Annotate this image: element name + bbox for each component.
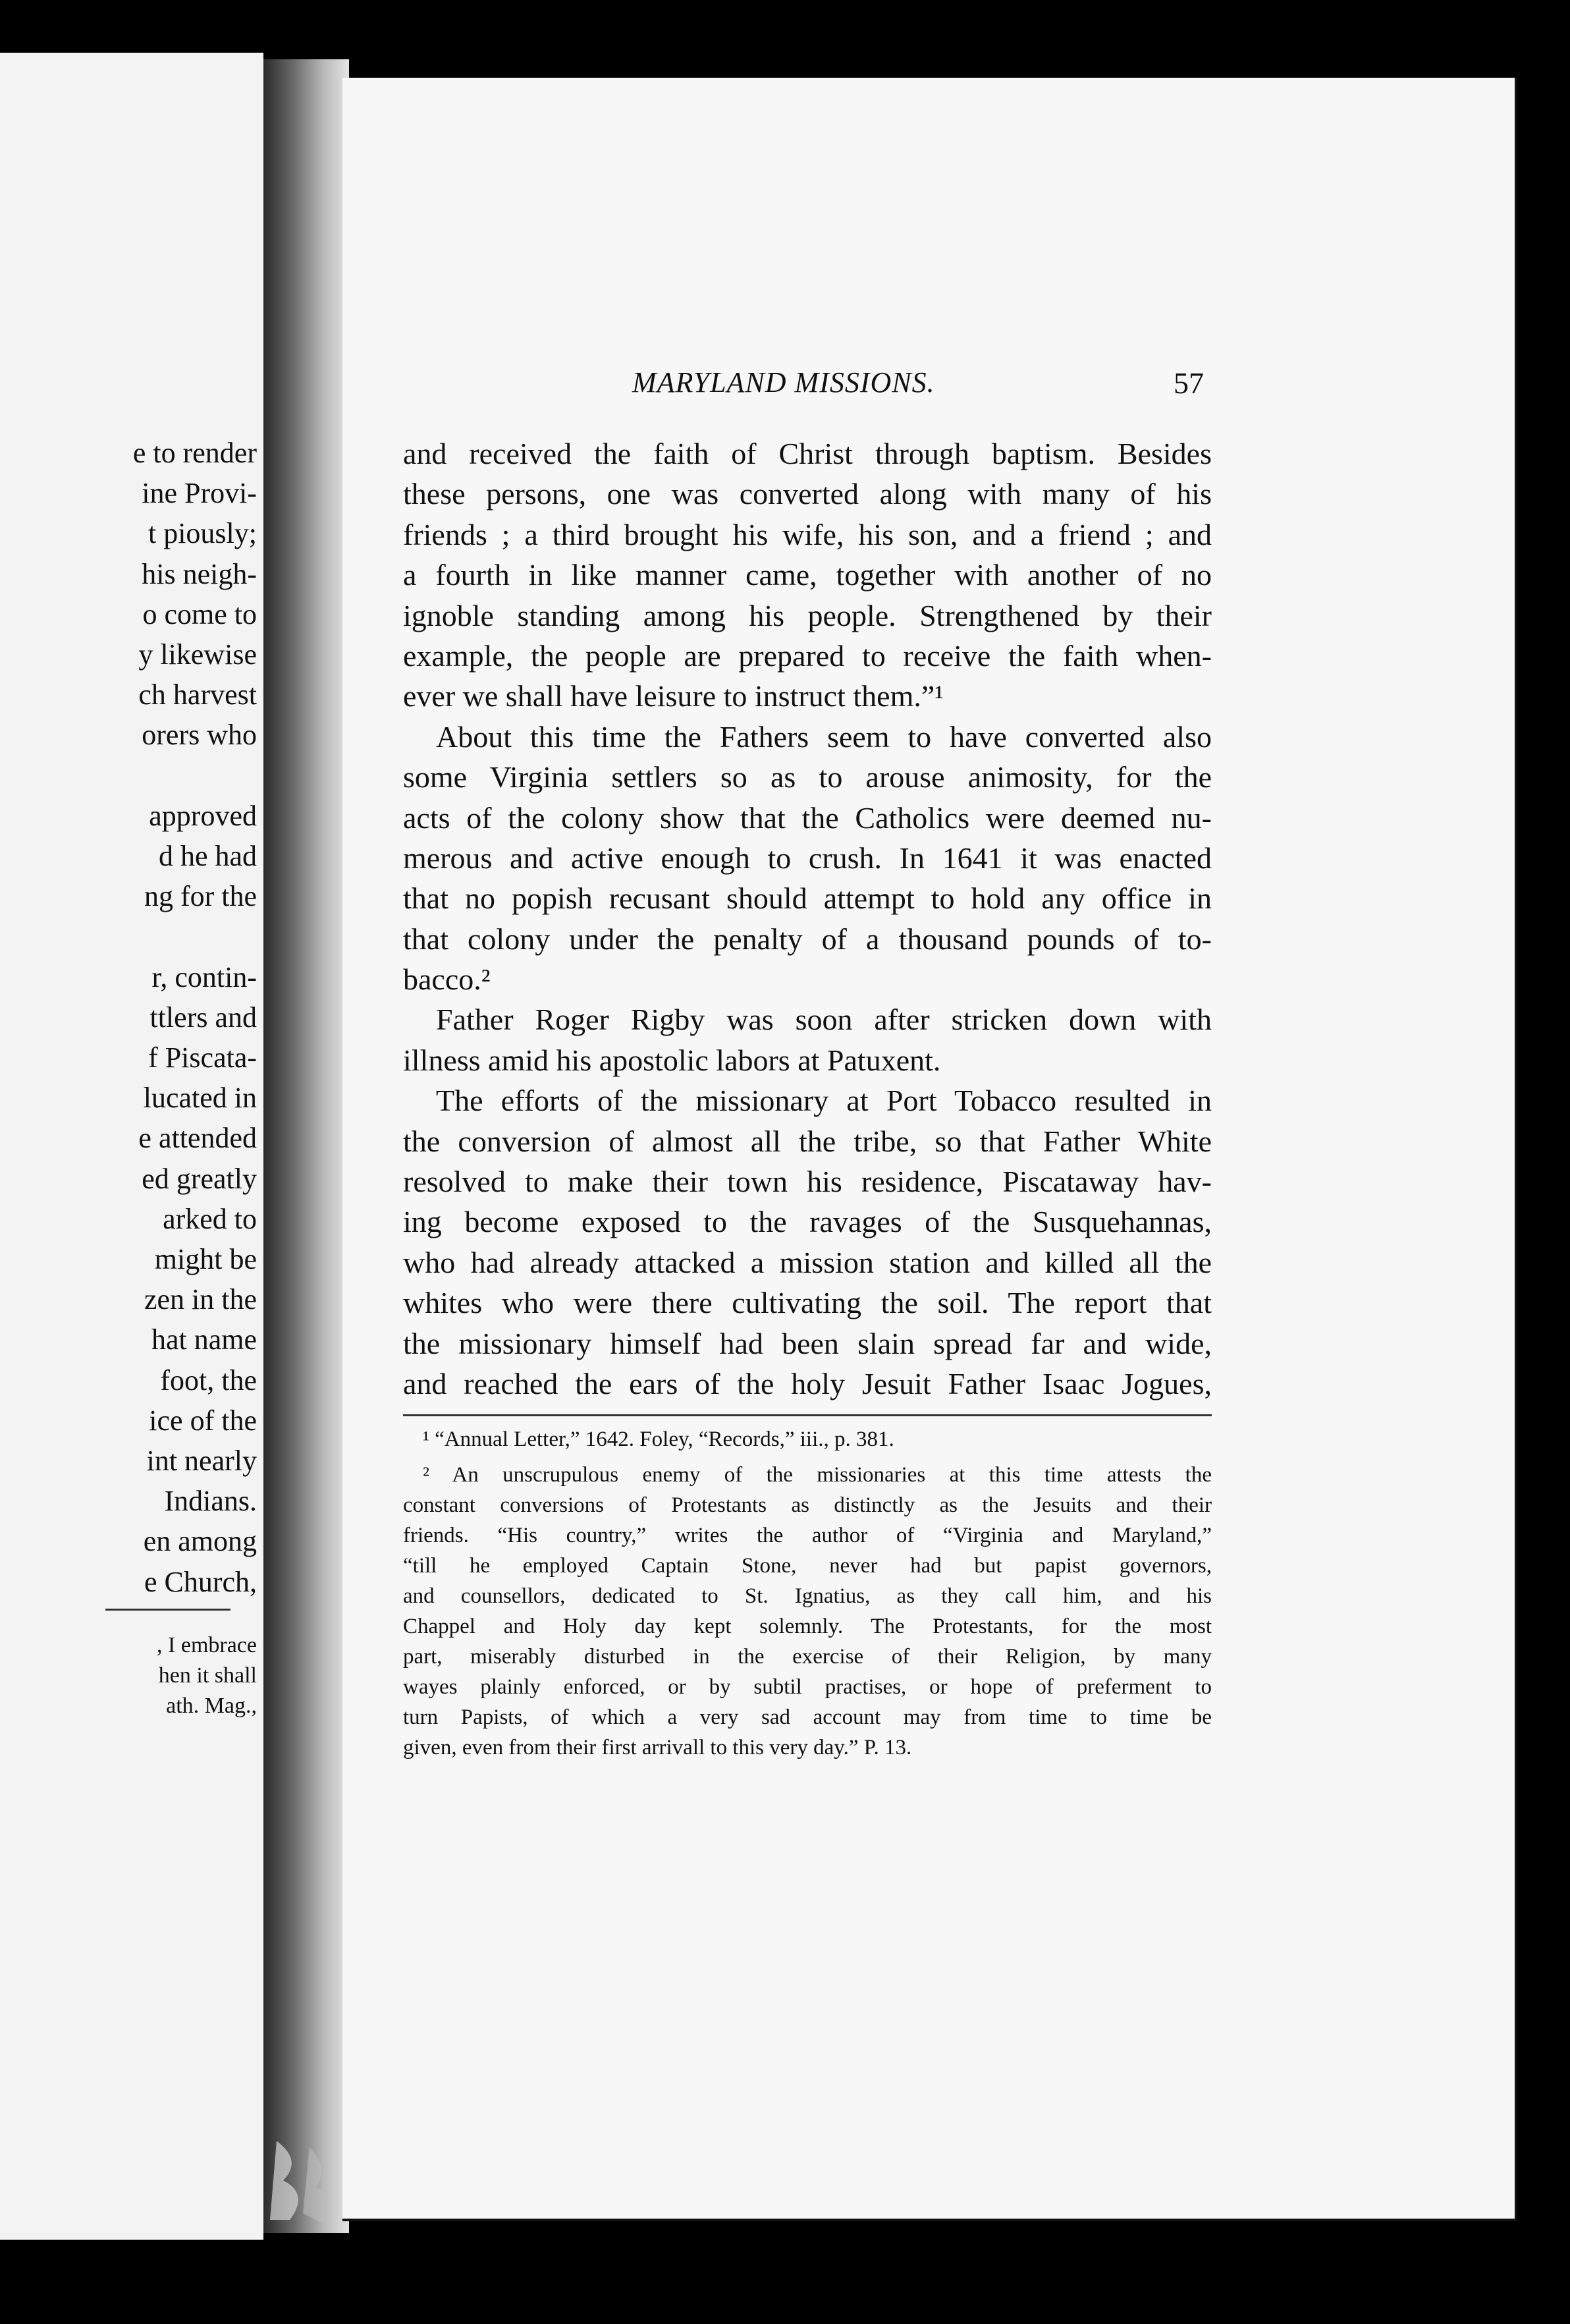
body-line: merous and active enough to crush. In 1641 it was enacted <box>403 841 1212 875</box>
facing-page-line: ch harvest <box>138 678 257 711</box>
body-line: and reached the ears of the holy Jesuit Father Isaac Jogues, <box>403 1366 1212 1400</box>
facing-page-line: orers who <box>142 719 257 752</box>
body-line: The efforts of the missionary at Port Tobacco resulted in <box>436 1084 1212 1118</box>
facing-page-line: e Church, <box>144 1565 257 1598</box>
facing-page-line: f Piscata- <box>148 1041 257 1074</box>
footnote-line: turn Papists, of which a very sad account may from time to time be <box>403 1705 1212 1729</box>
facing-page-line: might be <box>154 1243 257 1275</box>
footnote-rule <box>403 1414 1212 1416</box>
facing-page-note-line: , I embrace <box>157 1633 257 1657</box>
facing-page-line: his neigh- <box>142 557 257 590</box>
page-damage-marks <box>263 2134 349 2227</box>
body-line: that no popish recusant should attempt to hold any office in <box>403 881 1212 916</box>
facing-page-line: e attended <box>138 1122 257 1155</box>
footnote-line: friends. “His country,” writes the author of “Virginia and Maryland,” <box>403 1524 1212 1547</box>
facing-page-line: int nearly <box>146 1445 257 1477</box>
body-line: resolved to make their town his residence, Piscataway hav- <box>403 1165 1212 1199</box>
body-line: About this time the Fathers seem to have converted also <box>436 719 1212 754</box>
body-line: some Virginia settlers so as to arouse animosity, for the <box>403 760 1212 794</box>
body-line: bacco.² <box>403 962 491 997</box>
body-line: ignoble standing among his people. Strengthened by their <box>403 598 1212 632</box>
facing-page-line: ed greatly <box>142 1162 257 1195</box>
running-head: MARYLAND MISSIONS. <box>632 366 935 399</box>
facing-page-line: e to render <box>132 437 257 469</box>
facing-page-line: hat name <box>151 1323 257 1356</box>
footnote-line: and counsellors, dedicated to St. Ignatius, as they call him, and his <box>403 1584 1212 1608</box>
facing-page-line: r, contin- <box>151 960 257 993</box>
footnote-line: given, even from their first arrivall to this very day.” P. 13. <box>403 1736 912 1759</box>
facing-page-line: ng for the <box>144 880 257 913</box>
body-line: Father Roger Rigby was soon after stricken down with <box>436 1003 1212 1037</box>
footnote-line: ² An unscrupulous enemy of the missionaries at this time attests the <box>423 1463 1212 1487</box>
facing-page-line: ine Provi- <box>142 477 257 510</box>
body-line: that colony under the penalty of a thousand pounds of to- <box>403 922 1212 956</box>
facing-page-rule <box>105 1609 230 1611</box>
body-line: example, the people are prepared to receive the faith when- <box>403 638 1212 673</box>
facing-page-line: en among <box>143 1525 257 1558</box>
facing-page-line: y likewise <box>138 638 257 671</box>
body-line: whites who were there cultivating the soil. The report that <box>403 1286 1212 1320</box>
footnotes <box>403 1424 1212 1763</box>
facing-page-line: t piously; <box>148 517 257 550</box>
footnote-1: ¹ “Annual Letter,” 1642. Foley, “Records,” iii., p. 381. <box>423 1427 894 1451</box>
body-line: acts of the colony show that the Catholics were deemed nu- <box>403 800 1212 835</box>
body-line: and received the faith of Christ through baptism. Besides <box>403 437 1212 470</box>
facing-page-note-line: hen it shall <box>158 1663 257 1688</box>
body-line: these persons, one was converted along with many of his <box>403 477 1212 511</box>
facing-page-line: zen in the <box>144 1283 257 1316</box>
body-line: the conversion of almost all the tribe, so that Father White <box>403 1124 1212 1158</box>
facing-page-note-line: ath. Mag., <box>166 1694 257 1718</box>
facing-page-line: lucated in <box>143 1082 257 1115</box>
page-number: 57 <box>1174 366 1204 400</box>
footnote-line: constant conversions of Protestants as distinctly as the Jesuits and their <box>403 1493 1212 1517</box>
body-line: the missionary himself had been slain spread far and wide, <box>403 1326 1212 1360</box>
facing-page-line: ttlers and <box>149 1001 257 1034</box>
footnote-line: Chappel and Holy day kept solemnly. The Protestants, for the most <box>403 1615 1212 1638</box>
facing-page-line: d he had <box>158 840 257 872</box>
body-line: ever we shall have leisure to instruct them.”¹ <box>403 679 944 713</box>
facing-page-line: approved <box>149 799 257 832</box>
body-line: illness amid his apostolic labors at Patuxent. <box>403 1043 941 1077</box>
facing-page-line: arked to <box>163 1202 257 1235</box>
body-text <box>403 433 1212 1404</box>
facing-page-line: Indians. <box>164 1485 257 1518</box>
footnote-line: wayes plainly enforced, or by subtil practises, or hope of preferment to <box>403 1675 1212 1699</box>
body-line: a fourth in like manner came, together with another of no <box>403 558 1212 592</box>
footnote-line: part, miserably disturbed in the exercise of their Religion, by many <box>403 1645 1212 1669</box>
facing-page-line: foot, the <box>160 1364 257 1397</box>
facing-page-line: o come to <box>142 597 257 630</box>
footnote-line: “till he employed Captain Stone, never had but papist governors, <box>403 1554 1212 1578</box>
body-line: friends ; a third brought his wife, his son, and a friend ; and <box>403 517 1212 551</box>
body-line: ing become exposed to the ravages of the Susquehannas, <box>403 1205 1212 1239</box>
page-header <box>0 366 1211 412</box>
facing-page-line: ice of the <box>149 1404 257 1437</box>
body-line: who had already attacked a mission station and killed all the <box>403 1245 1212 1279</box>
